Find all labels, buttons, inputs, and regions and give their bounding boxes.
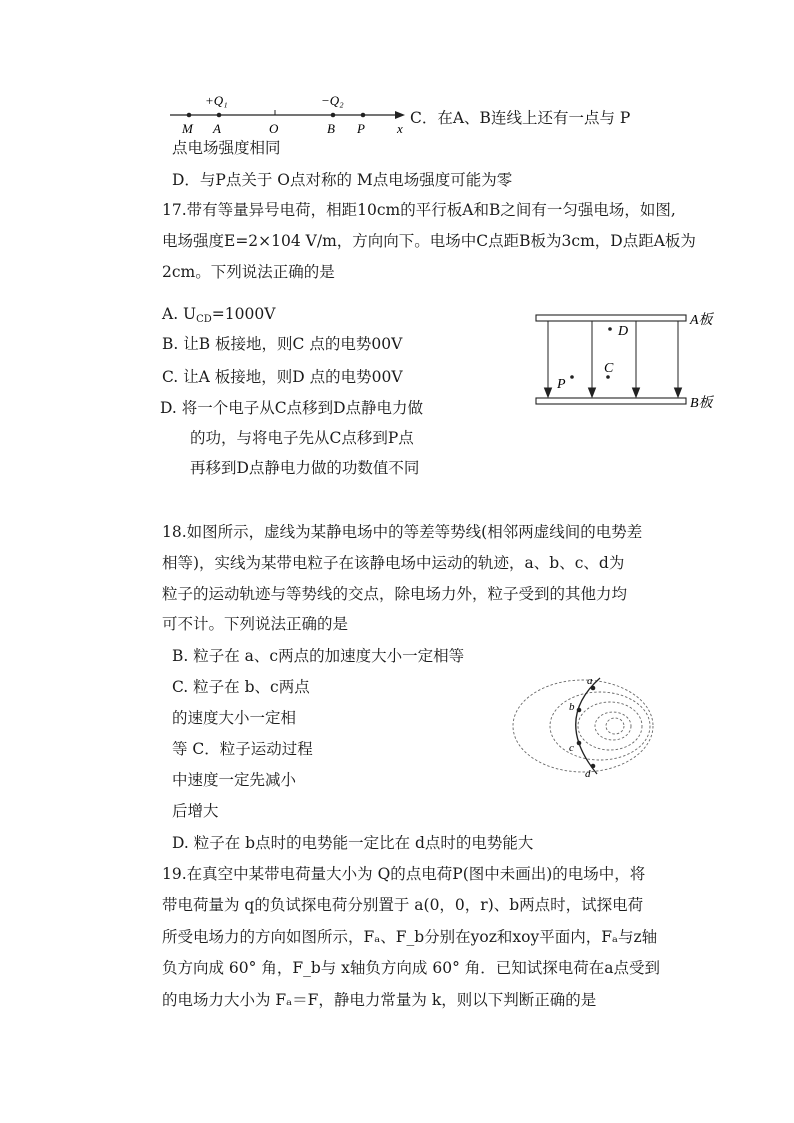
label-q2: −Q₂	[321, 93, 344, 108]
label-a: a	[587, 675, 593, 687]
q18-option-b: B. 粒子在 a、c两点的加速度大小一定相等	[172, 647, 465, 665]
q17-stem-line2: 电场强度E=2×104 V/m，方向向下。电场中C点距B板为3cm，D点距A板为	[162, 232, 696, 250]
label-o: O	[269, 121, 279, 136]
label-plate-b: B板	[690, 396, 713, 411]
q17-stem-line1: 17.带有等量异号电荷，相距10cm的平行板A和B之间有一匀强电场，如图,	[162, 201, 676, 219]
label-c: C	[604, 361, 614, 376]
q18-option-c-line4: 中速度一定先减小	[172, 771, 297, 789]
q18-option-d: D. 粒子在 b点时的电势能一定比在 d点时的电势能大	[172, 834, 534, 852]
q18-option-c-line3: 等 C．粒子运动过程	[172, 740, 313, 758]
q17-option-a-suffix: =1000V	[211, 305, 276, 323]
label-plate-a: A板	[690, 313, 713, 328]
q18-option-c-line2: 的速度大小一定相	[172, 709, 297, 727]
q17-option-d-line3: 再移到D点静电力做的功数值不同	[190, 459, 420, 477]
label-p: P	[357, 121, 365, 136]
label-b: b	[569, 701, 575, 713]
label-a: A	[213, 121, 221, 136]
equipotential-line	[595, 712, 631, 740]
q17-option-d-line1: D. 将一个电子从C点移到D点静电力做	[160, 399, 424, 417]
axis-charge-figure	[165, 88, 415, 138]
point-a	[217, 113, 222, 118]
q18-option-c-line1: C. 粒子在 b、c两点	[172, 678, 310, 696]
label-x: x	[397, 121, 403, 136]
point-c	[577, 741, 582, 746]
plate-b	[536, 398, 686, 404]
q19-stem-line5: 的电场力大小为 Fₐ＝F，静电力常量为 k，则以下判断正确的是	[162, 991, 597, 1009]
q17-option-a-prefix: A. U	[162, 305, 197, 323]
point-d	[591, 764, 596, 769]
q17-option-d-line2: 的功，与将电子先从C点移到P点	[190, 429, 414, 447]
q18-stem-line3: 粒子的运动轨迹与等势线的交点，除电场力外，粒子受到的其他力均	[162, 585, 628, 603]
q19-stem-line2: 带电荷量为 q的负试探电荷分别置于 a(0，0，r)、b两点时，试探电荷	[162, 896, 644, 914]
label-b: B	[327, 121, 335, 136]
label-q1: +Q₁	[205, 93, 228, 108]
q16-option-d: D．与P点关于 O点对称的 M点电场强度可能为零	[172, 171, 513, 189]
q17-option-a-sub: CD	[196, 314, 212, 325]
label-d: D	[618, 324, 629, 339]
equipotential-figure	[505, 670, 665, 780]
point-p	[361, 113, 366, 118]
q18-option-c-line5: 后增大	[172, 802, 219, 820]
point-b	[331, 113, 336, 118]
q19-stem-line3: 所受电场力的方向如图所示，Fₐ、F_b分别在yoz和xoy平面内，Fₐ与z轴	[162, 928, 658, 946]
label-p: P	[557, 377, 566, 392]
q17-option-b: B. 让B 板接地，则C 点的电势00V	[162, 335, 403, 353]
q17-option-a	[162, 304, 275, 330]
q16-option-c-line1: C．在A、B连线上还有一点与 P	[410, 109, 631, 127]
point-m	[187, 113, 192, 118]
q19-stem-line1: 19.在真空中某带电荷量大小为 Q的点电荷P(图中未画出)的电场中，将	[162, 865, 646, 883]
point-p	[570, 375, 574, 379]
q18-stem-line2: 相等)，实线为某带电粒子在该静电场中运动的轨迹，a、b、c、d为	[162, 554, 625, 572]
label-d: d	[585, 768, 591, 780]
q17-option-c: C. 让A 板接地，则D 点的电势00V	[162, 368, 403, 386]
q18-stem-line4: 可不计。下列说法正确的是	[162, 615, 349, 633]
parallel-plates-figure	[530, 305, 730, 415]
q17-stem-line3: 2cm。下列说法正确的是	[162, 263, 335, 281]
label-m: M	[182, 121, 193, 136]
label-c: c	[569, 742, 574, 754]
point-d	[608, 327, 612, 331]
q19-stem-line4: 负方向成 60° 角，F_b与 x轴负方向成 60° 角．已知试探电荷在a点受到	[162, 959, 660, 977]
point-b	[577, 708, 582, 713]
plate-a	[536, 315, 686, 321]
q16-option-c-line2: 点电场强度相同	[172, 139, 281, 157]
equipotential-line	[606, 718, 624, 734]
q18-stem-line1: 18.如图所示，虚线为某静电场中的等差等势线(相邻两虚线间的电势差	[162, 523, 643, 541]
equipotential-line	[550, 692, 650, 760]
equipotential-line	[578, 702, 642, 750]
